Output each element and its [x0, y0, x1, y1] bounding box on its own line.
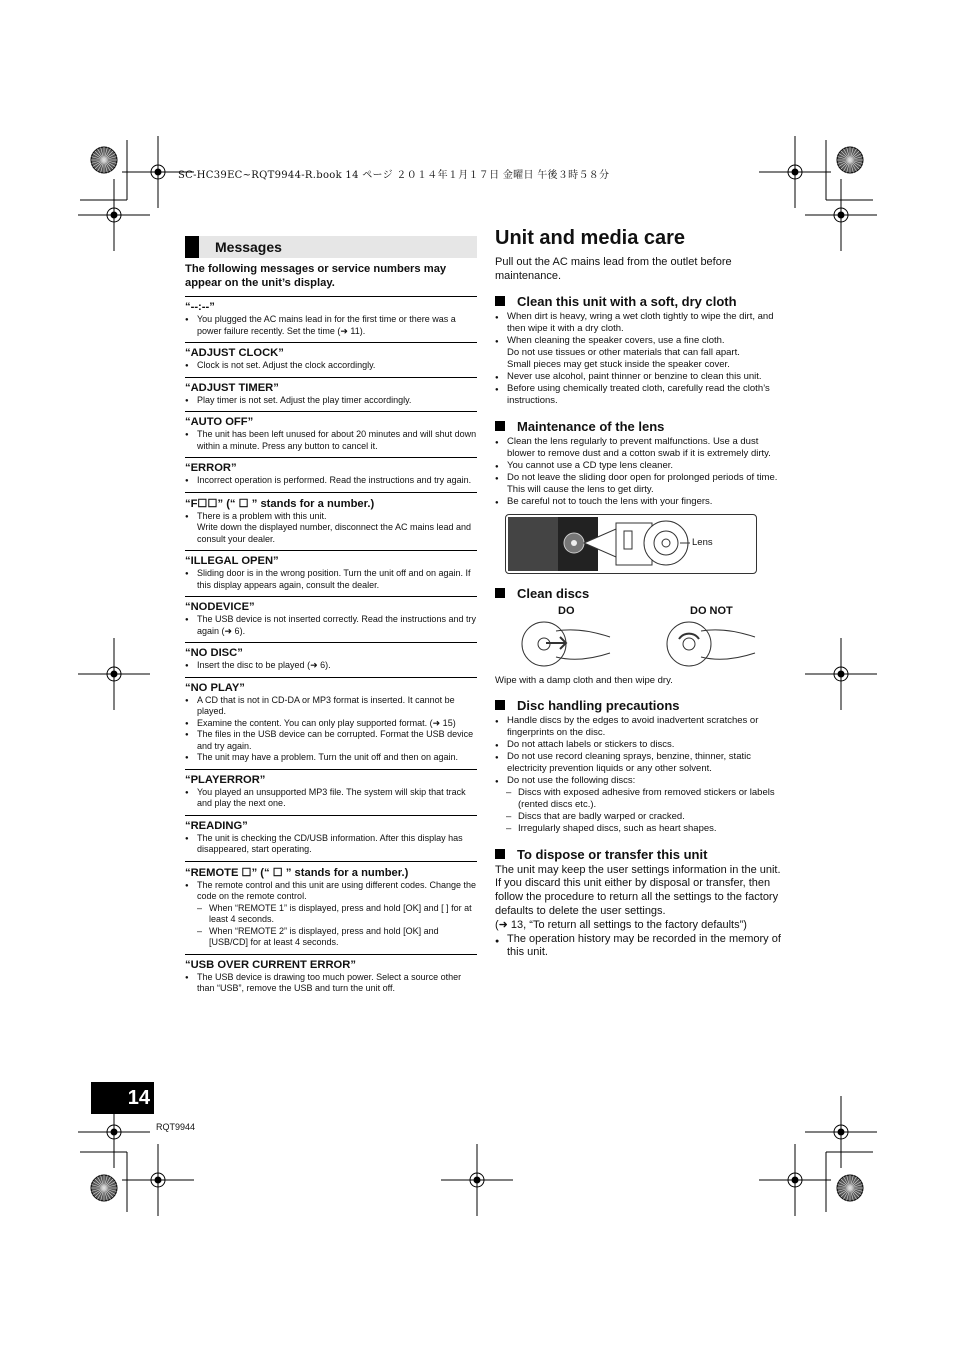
care-bullet: ● Before using chemically treated cloth, carefully read the cloth’s instructions. — [495, 383, 787, 407]
message-bullet: ● The USB device is drawing too much power. Select a source other than “USB”, remove the USB and turn the unit off. — [185, 972, 477, 995]
care-subitem: – Irregularly shaped discs, such as heart shapes. — [495, 823, 787, 835]
heading-bar — [185, 236, 199, 258]
section-square-icon — [495, 700, 505, 710]
message-code: “--:--” — [185, 301, 215, 313]
care-column — [495, 227, 787, 960]
care-title: Unit and media care — [495, 227, 686, 249]
unit-lens-illustration — [506, 515, 756, 573]
page-number: 14 — [91, 1082, 154, 1114]
message-entry — [185, 377, 477, 412]
care-bullet: ● Do not use the following discs: — [495, 775, 787, 787]
section-lens: Maintenance of the lens — [495, 419, 787, 434]
clean-unit-list — [495, 311, 787, 407]
message-bullet: ● The USB device is not inserted correctly. Read the instructions and try again (➜ 6). — [185, 614, 477, 637]
care-bullet: ● Do not attach labels or stickers to discs. — [495, 739, 787, 751]
section-dispose: To dispose or transfer this unit — [495, 847, 787, 862]
section-square-icon — [495, 849, 505, 859]
section-handling: Disc handling precautions — [495, 698, 787, 713]
care-bullet: ● Do not use record cleaning sprays, benzine, thinner, static electricity prevention liquids or any other solvent. — [495, 751, 787, 775]
message-code: “ADJUST TIMER” — [185, 381, 279, 394]
message-bullet: ● The remote control and this unit are using different codes. Change the code on the remote control. — [185, 880, 477, 903]
message-code: “F☐☐” (“ ☐ ” stands for a number.) — [185, 497, 375, 510]
disc-figures — [495, 603, 787, 671]
message-bullet: ● The unit has been left unused for about 20 minutes and will shut down within a minute. Press any button to cancel it. — [185, 429, 477, 452]
message-bullet: ● There is a problem with this unit. Write down the displayed number, disconnect the AC mains lead and consult your dealer. — [185, 511, 477, 546]
message-bullet: ● You plugged the AC mains lead in for the first time or there was a power failure recently. Set the time (➜ 11). — [185, 314, 477, 337]
document-code: RQT9944 — [156, 1122, 196, 1132]
message-bullet: ● Clock is not set. Adjust the clock accordingly. — [185, 360, 477, 372]
message-entry — [185, 492, 477, 551]
message-code: “ADJUST CLOCK” — [185, 347, 284, 359]
message-entry — [185, 457, 477, 492]
care-bullet: ● When cleaning the speaker covers, use a fine cloth. Do not use tissues or other materials that can fall apart. Small pieces may get stuck inside the speaker cover. — [495, 335, 787, 371]
message-subitem: – When “REMOTE 2” is displayed, press and hold [OK] and [USB/CD] for at least 4 seconds. — [185, 926, 477, 949]
registration-crosshair — [759, 1144, 831, 1216]
message-entry — [185, 550, 477, 596]
donot-label: DO NOT — [690, 604, 733, 617]
messages-heading — [185, 236, 477, 258]
disc-caption: Wipe with a damp cloth and then wipe dry. — [495, 674, 673, 686]
care-bullet: ● Be careful not to touch the lens with your fingers. — [495, 496, 787, 508]
message-bullet: ● You played an unsupported MP3 file. The system will skip that track and play the next one. — [185, 787, 477, 810]
section-square-icon — [495, 296, 505, 306]
care-subitem: – Discs with exposed adhesive from removed stickers or labels (rented discs etc.). — [495, 787, 787, 811]
registration-crosshair — [78, 179, 150, 251]
care-bullet: ● Do not leave the sliding door open for prolonged periods of time. This will cause the lens to get dirty. — [495, 472, 787, 496]
registration-crosshair — [759, 136, 831, 208]
message-code: “NODEVICE” — [185, 601, 255, 613]
message-entry — [185, 769, 477, 815]
disc-wipe-do-illustration — [520, 619, 620, 669]
print-header: SC-HC39EC~RQT9944-R.book 14 ページ ２０１４年１月１７日 金曜日 午後３時５８分 — [178, 170, 610, 181]
messages-intro: The following messages or service numbers may appear on the unit’s display. — [185, 263, 447, 289]
message-entry — [185, 296, 477, 342]
message-entry — [185, 642, 477, 677]
message-subitem: – When “REMOTE 1” is displayed, press and hold [OK] and [ ] for at least 4 seconds. — [185, 903, 477, 926]
registration-crosshair — [441, 1144, 513, 1216]
message-entry — [185, 861, 477, 954]
care-bullet: ● Never use alcohol, paint thinner or benzine to clean this unit. — [495, 371, 787, 383]
message-code: “REMOTE ☐” (“ ☐ ” stands for a number.) — [185, 866, 409, 879]
disc-wipe-donot-illustration — [665, 619, 765, 669]
message-code: “AUTO OFF” — [185, 416, 254, 428]
registration-crosshair — [78, 638, 150, 710]
care-bullet: ● When dirt is heavy, wring a wet cloth tightly to wipe the dirt, and then wipe it with a dry cloth. — [495, 311, 787, 335]
dispose-text: The unit may keep the user settings information in the unit. If you discard this unit either by disposal or transfer, then follow the procedure to return all the settings to the factory defaults to delete the user settings. — [495, 863, 781, 917]
message-code: “READING” — [185, 819, 248, 832]
message-bullet: ● A CD that is not in CD-DA or MP3 format is inserted. It cannot be played. — [185, 695, 477, 718]
registration-crosshair — [805, 179, 877, 251]
message-code: “PLAYERROR” — [185, 773, 266, 786]
section-square-icon — [495, 421, 505, 431]
registration-crosshair — [122, 1144, 194, 1216]
care-bullet: ● Handle discs by the edges to avoid inadvertent scratches or fingerprints on the disc. — [495, 715, 787, 739]
message-bullet: ● Insert the disc to be played (➜ 6). — [185, 660, 477, 672]
dispose-ref: (➜ 13, “To return all settings to the factory defaults”) — [495, 918, 747, 931]
section-clean-unit: Clean this unit with a soft, dry cloth — [495, 294, 787, 309]
lens-figure — [505, 514, 757, 574]
message-bullet: ● The files in the USB device can be corrupted. Format the USB device and try again. — [185, 729, 477, 752]
handling-list — [495, 715, 787, 835]
message-code: “NO PLAY” — [185, 681, 245, 694]
messages-column — [185, 236, 477, 1000]
registration-crosshair — [805, 1096, 877, 1168]
registration-crosshair — [805, 638, 877, 710]
message-entry — [185, 677, 477, 769]
message-entry — [185, 596, 477, 642]
message-code: “NO DISC” — [185, 647, 243, 659]
message-bullet: ● Sliding door is in the wrong position. Turn the unit off and on again. If this display appears again, consult the dealer. — [185, 568, 477, 591]
message-code: “ILLEGAL OPEN” — [185, 555, 279, 567]
message-entry — [185, 954, 477, 1000]
message-entry — [185, 411, 477, 457]
message-list — [185, 296, 477, 1000]
section-square-icon — [495, 588, 505, 598]
message-bullet: ● Examine the content. You can only play supported format. (➜ 15) — [185, 718, 477, 730]
lens-list — [495, 436, 787, 508]
do-label: DO — [558, 604, 575, 617]
lens-label: Lens — [692, 536, 713, 548]
care-intro: Pull out the AC mains lead from the outlet before maintenance. — [495, 256, 732, 282]
dispose-bullet: ● The operation history may be recorded in the memory of this unit. — [495, 933, 787, 961]
message-code: “USB OVER CURRENT ERROR” — [185, 958, 356, 971]
care-subitem: – Discs that are badly warped or cracked. — [495, 811, 787, 823]
message-bullet: ● The unit is checking the CD/USB information. After this display has disappeared, start operating. — [185, 833, 477, 856]
section-clean-discs: Clean discs — [495, 586, 787, 601]
messages-title: Messages — [215, 239, 282, 255]
care-bullet: ● Clean the lens regularly to prevent malfunctions. Use a dust blower to remove dust and a cotton swab if it is extremely dirty. — [495, 436, 787, 460]
message-bullet: ● Incorrect operation is performed. Read the instructions and try again. — [185, 475, 477, 487]
message-entry — [185, 342, 477, 377]
care-bullet: ● You cannot use a CD type lens cleaner. — [495, 460, 787, 472]
message-entry — [185, 815, 477, 861]
message-code: “ERROR” — [185, 462, 237, 474]
message-bullet: ● Play timer is not set. Adjust the play timer accordingly. — [185, 395, 477, 407]
message-bullet: ● The unit may have a problem. Turn the unit off and then on again. — [185, 752, 477, 764]
